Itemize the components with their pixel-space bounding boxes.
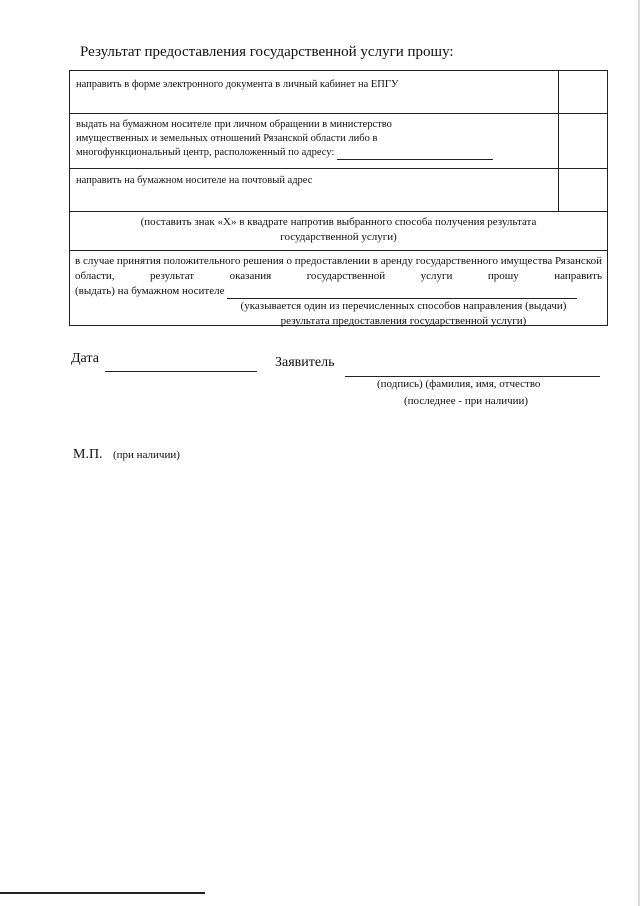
lease-text-last: (выдать) на бумажном носителе xyxy=(75,285,225,297)
delivery-options-table xyxy=(69,70,608,326)
signature-caption-line1: (подпись) (фамилия, имя, отчество xyxy=(377,378,541,390)
lease-section xyxy=(75,254,602,329)
lease-note-line1: (указывается один из перечисленных способов направления (выдачи) xyxy=(240,300,567,312)
lease-note xyxy=(75,299,602,329)
date-field[interactable] xyxy=(105,357,257,372)
seal-label: М.П. xyxy=(73,447,103,462)
instruction-line2: государственной услуги) xyxy=(280,231,397,243)
lease-text: в случае принятия положительного решения о предоставлении в аренду государственного имущества Рязанской области, результат оказания государственной услуги прошу направить xyxy=(75,255,602,282)
option-in-person-line2: имущественных и земельных отношений Рязанской области либо в xyxy=(76,133,378,144)
section-heading: Результат предоставления государственной услуги прошу: xyxy=(80,44,454,60)
table-row-divider xyxy=(70,113,607,114)
option-in-person-checkbox[interactable] xyxy=(559,114,608,168)
option-electronic-checkbox[interactable] xyxy=(559,71,608,113)
lease-note-line2: результата предоставления государственной услуги) xyxy=(280,315,527,327)
option-postal-checkbox[interactable] xyxy=(559,169,608,211)
seal-note: (при наличии) xyxy=(113,449,180,461)
applicant-signature-field[interactable] xyxy=(345,362,600,377)
instruction-text xyxy=(70,215,607,245)
option-in-person-line3: многофункциональный центр, расположенный по адресу: xyxy=(76,147,335,158)
table-row-divider xyxy=(70,168,607,169)
address-field[interactable] xyxy=(337,147,493,160)
date-label: Дата xyxy=(71,351,99,366)
option-electronic-label: направить в форме электронного документа в личный кабинет на ЕПГУ xyxy=(76,79,399,90)
table-row-divider xyxy=(70,211,607,212)
signature-caption-line2: (последнее - при наличии) xyxy=(404,395,529,407)
applicant-label: Заявитель xyxy=(275,355,335,370)
option-postal-label: направить на бумажном носителе на почтовый адрес xyxy=(76,175,313,186)
table-row-divider xyxy=(70,250,607,251)
lease-method-field[interactable] xyxy=(227,286,577,299)
option-in-person-line1: выдать на бумажном носителе при личном обращении в министерство xyxy=(76,119,392,130)
instruction-line1: (поставить знак «Х» в квадрате напротив выбранного способа получения результата xyxy=(140,216,537,228)
option-in-person-label xyxy=(76,118,493,160)
scan-bottom-edge xyxy=(0,892,205,894)
